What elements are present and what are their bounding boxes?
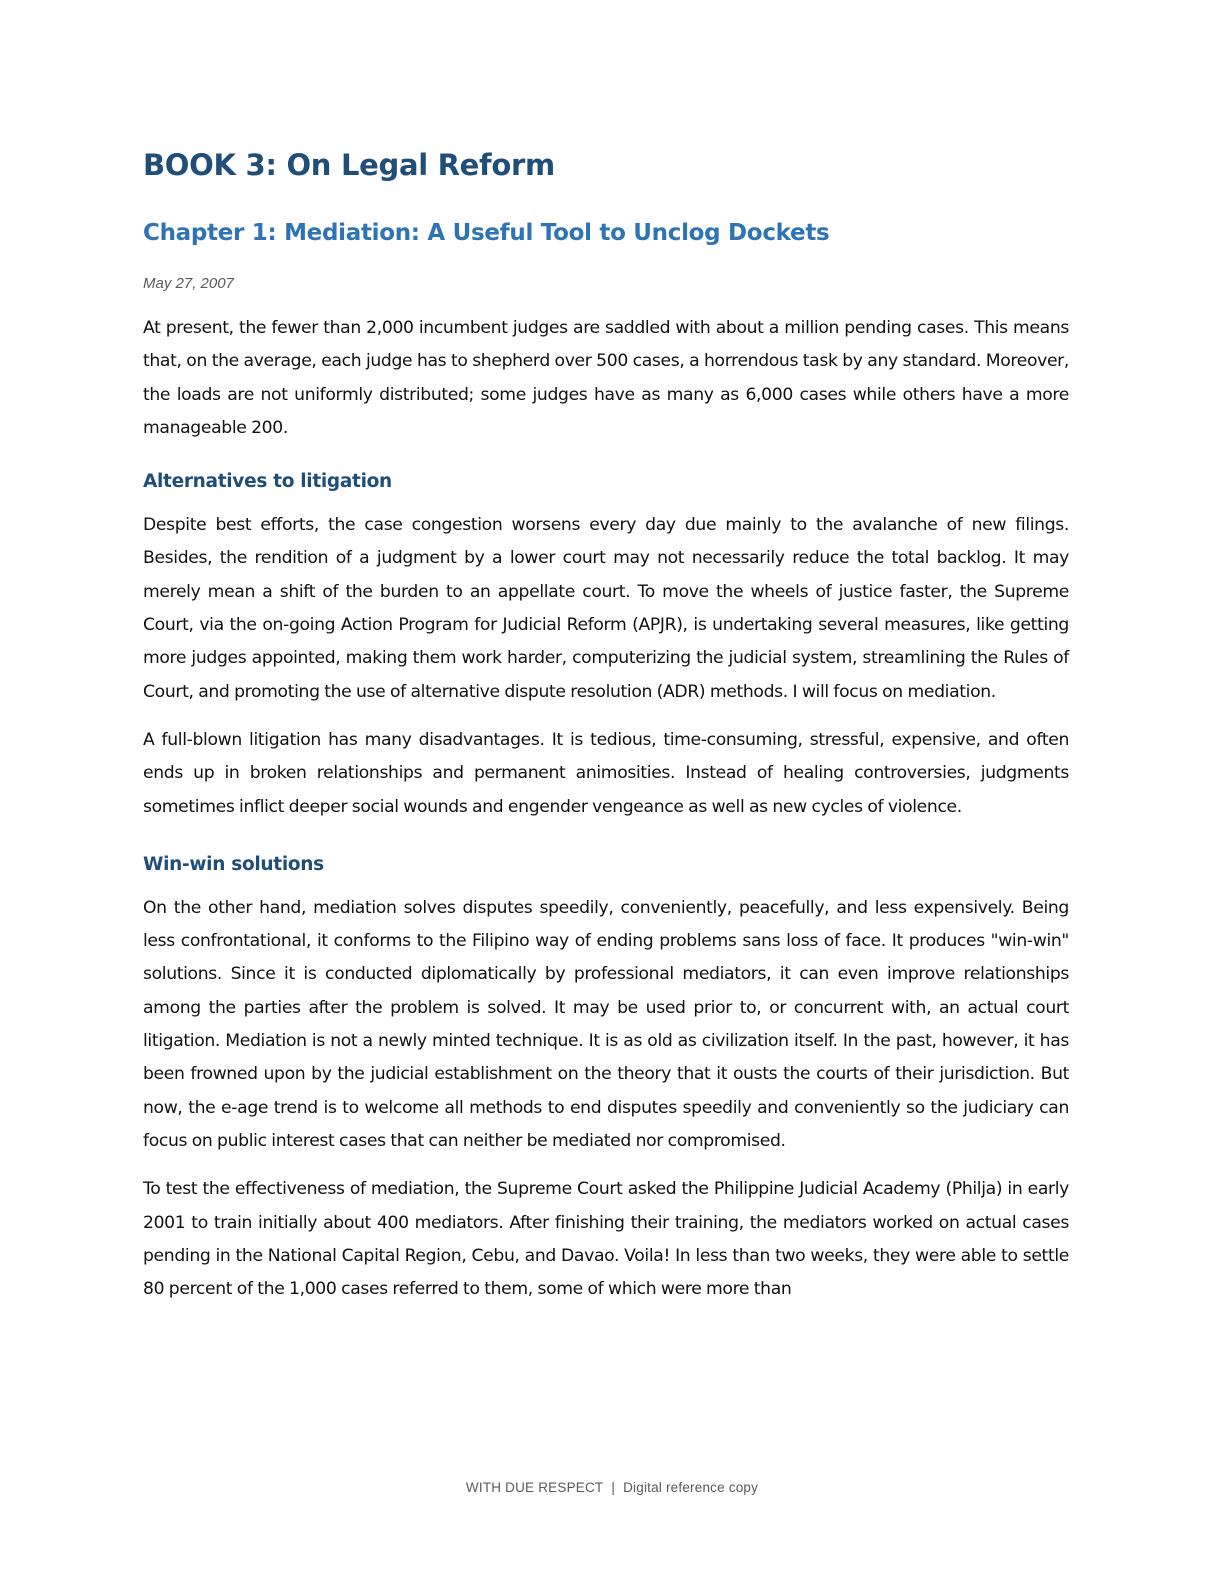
book-title: BOOK 3: On Legal Reform <box>143 148 555 182</box>
footer-separator: | <box>611 1480 616 1495</box>
page-content <box>143 140 1069 1306</box>
section-heading-win-win: Win-win solutions <box>143 853 324 875</box>
footer-book-name: WITH DUE RESPECT <box>465 1480 604 1495</box>
page-footer <box>0 1478 1224 1498</box>
paragraph-litigation-disadvantages: A full-blown litigation has many disadvantages. It is tedious, time-consuming, stressful, expensive, and often ends up in broken relationships and permanent animosities. Instead of healing controversies, judgments sometimes inflict deeper social wounds and engender vengeance as well as new cycles of violence. <box>143 729 1069 817</box>
paragraph-intro: At present, the fewer than 2,000 incumbent judges are saddled with about a million pending cases. This means that, on the average, each judge has to shepherd over 500 cases, a horrendous task by any standard. Moreover, the loads are not uniformly distributed; some judges have as many as 6,000 cases while others have a more manageable 200. <box>143 318 1069 438</box>
paragraph-philja-test: To test the effectiveness of mediation, the Supreme Court asked the Philippine Judicial Academy (Philja) in early 2001 to train initially about 400 mediators. After finishing their training, the mediators worked on actual cases pending in the National Capital Region, Cebu, and Davao. Voila! In less than two weeks, they were able to settle 80 percent of the 1,000 cases referred to them, some of which were more than <box>143 1179 1069 1300</box>
publication-date: May 27, 2007 <box>143 275 234 292</box>
paragraph-case-congestion: Despite best efforts, the case congestion worsens every day due mainly to the avalanche of new filings. Besides, the rendition of a judgment by a lower court may not necessarily reduce the total backlog. It may merely mean a shift of the burden to an appellate court. To move the wheels of justice faster, the Supreme Court, via the on-going Action Program for Judicial Reform (APJR), is undertaking several measures, like getting more judges appointed, making them work harder, computerizing the judicial system, streamlining the Rules of Court, and promoting the use of alternative dispute resolution (ADR) methods. I will focus on mediation. <box>143 515 1069 702</box>
footer-copy-note: Digital reference copy <box>623 1480 759 1495</box>
paragraph-mediation-benefits: On the other hand, mediation solves disputes speedily, conveniently, peacefully, and less expensively. Being less confrontational, it conforms to the Filipino way of ending problems sans loss of face. It produces "win-win" solutions. Since it is conducted diplomatically by professional mediators, it can even improve relationships among the parties after the problem is solved. It may be used prior to, or concurrent with, an actual court litigation. Mediation is not a newly minted technique. It is as old as civilization itself. In the past, however, it has been frowned upon by the judicial establishment on the theory that it ousts the courts of their jurisdiction. But now, the e-age trend is to welcome all methods to end disputes speedily and conveniently so the judiciary can focus on public interest cases that can neither be mediated nor compromised. <box>143 897 1069 1151</box>
section-heading-alternatives: Alternatives to litigation <box>143 471 392 493</box>
chapter-title: Chapter 1: Mediation: A Useful Tool to Unclog Dockets <box>143 220 830 246</box>
